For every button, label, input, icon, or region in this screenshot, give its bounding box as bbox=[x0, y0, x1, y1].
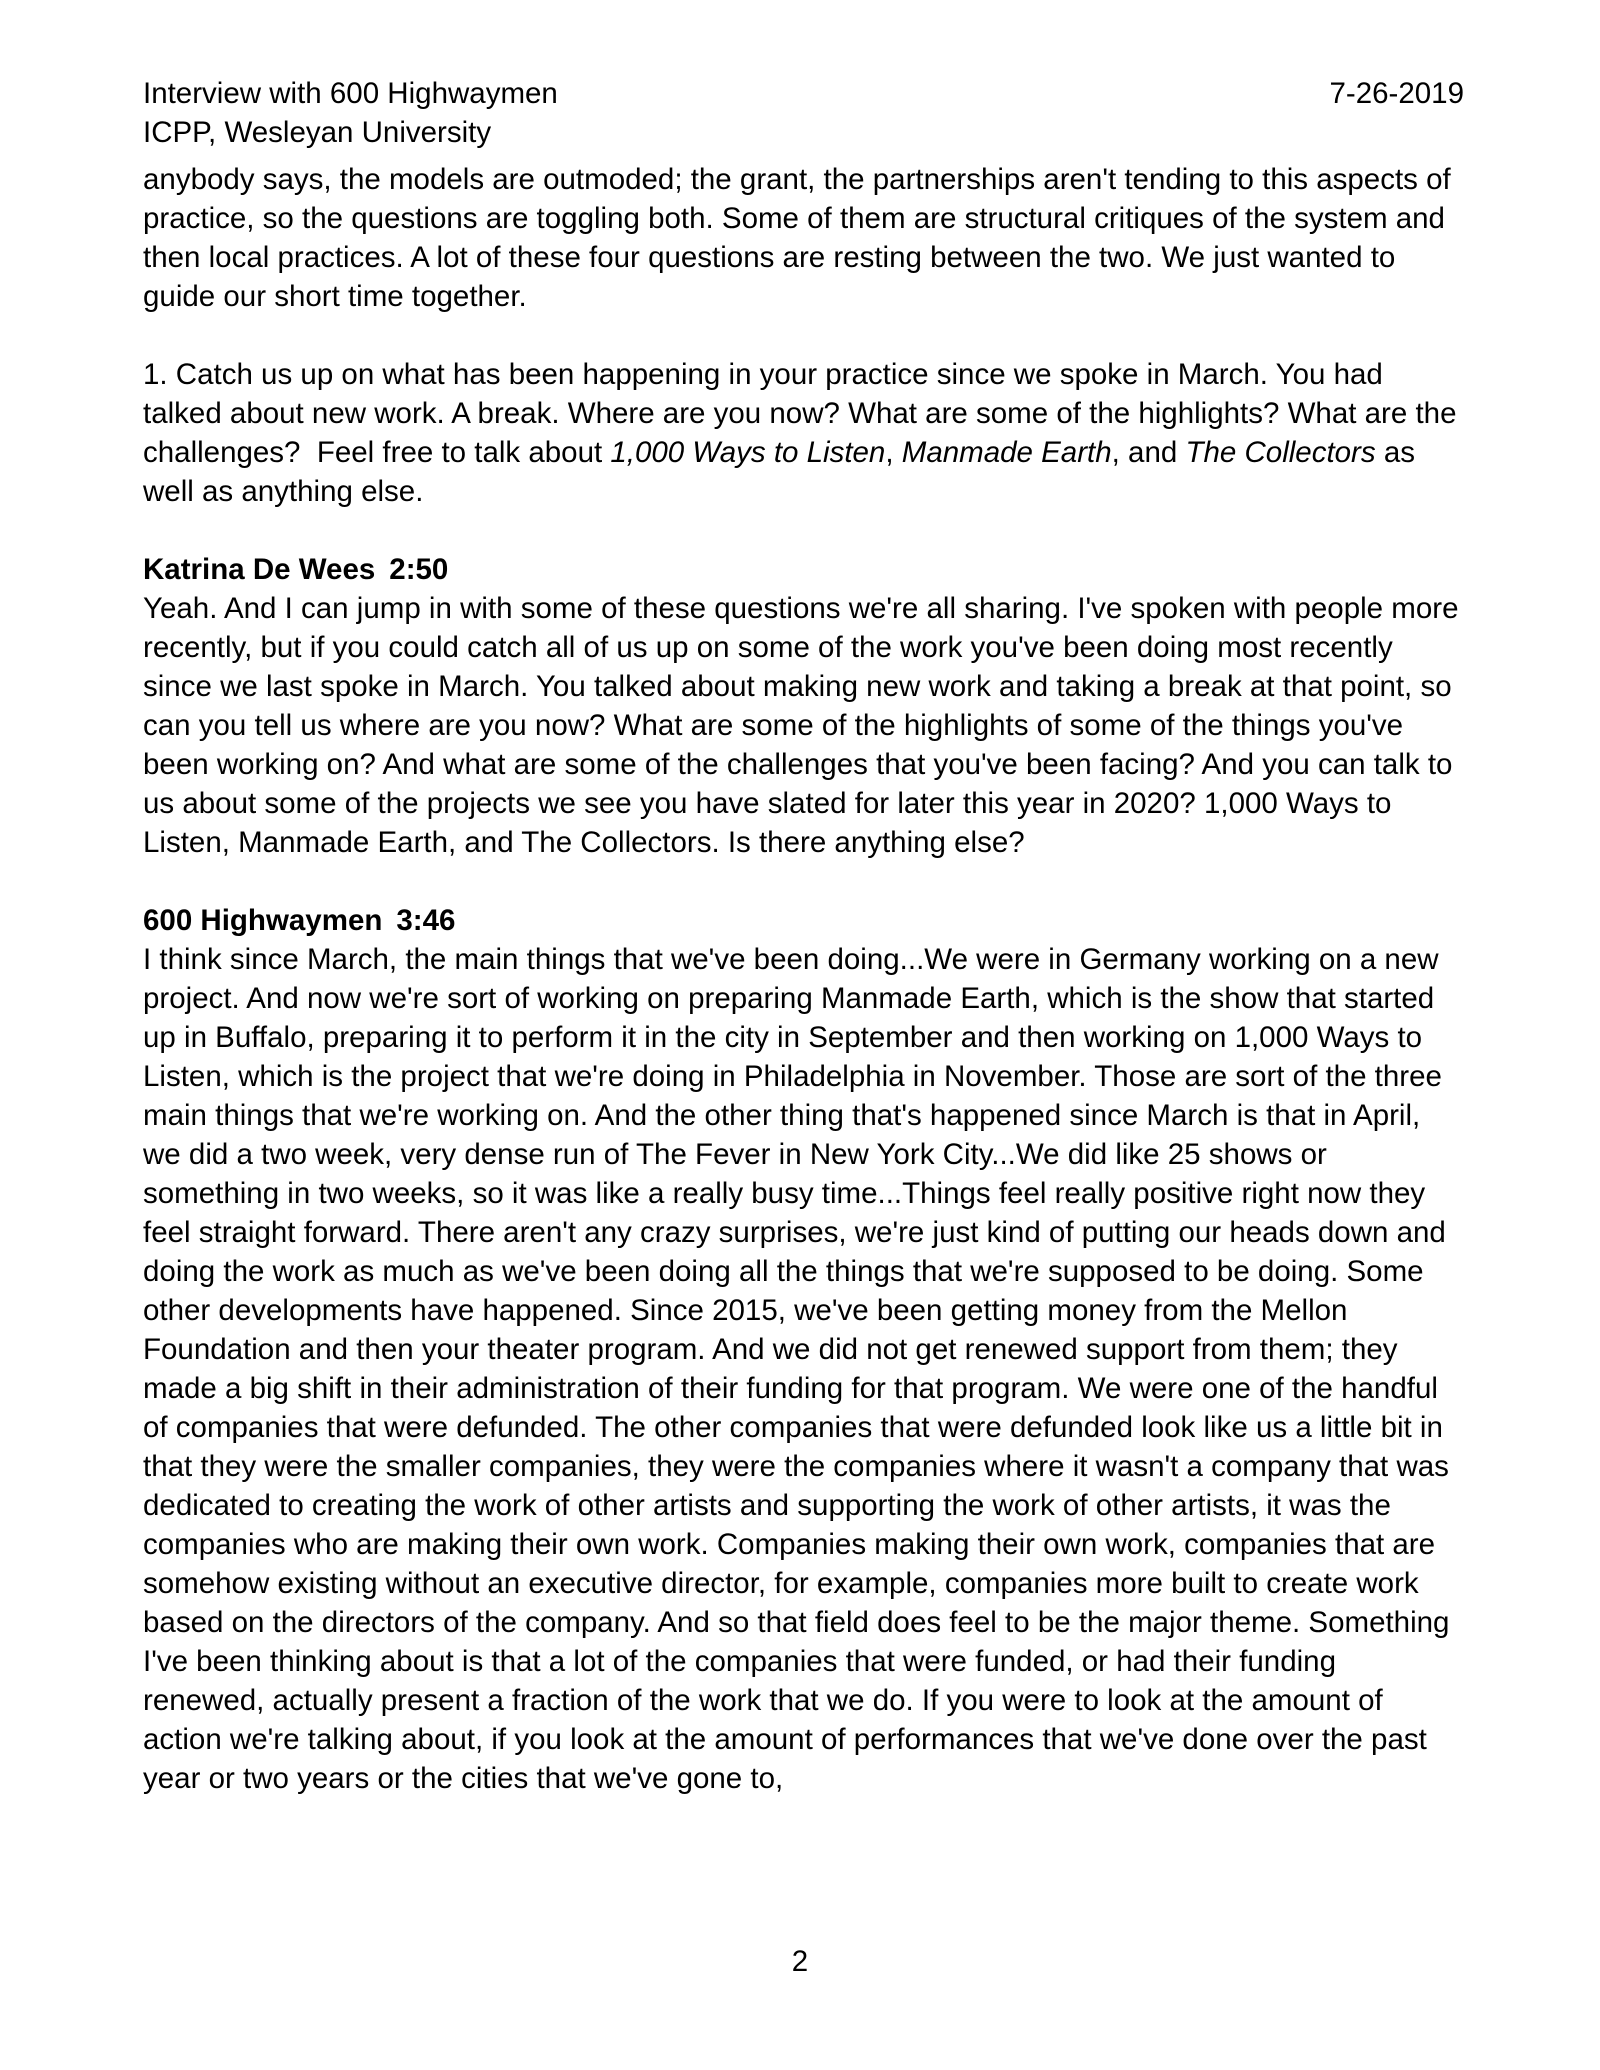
speaker-block-katrina bbox=[143, 550, 1467, 862]
speaker-name: Katrina De Wees bbox=[143, 553, 376, 586]
work-title-the-collectors: The Collectors bbox=[1185, 436, 1376, 469]
question-text: , bbox=[885, 436, 902, 469]
intro-paragraph: anybody says, the models are outmoded; the grant, the partnerships aren't tending to this aspects of practice, so the questions are toggling both. Some of them are structural critiques of the system and then local practices. A lot of these four questions are resting between the two. We just wanted to guide our short time together. bbox=[143, 163, 1459, 313]
header-title: Interview with 600 Highwaymen bbox=[143, 77, 558, 110]
work-title-1000-ways-to-listen: 1,000 Ways to Listen bbox=[610, 436, 886, 469]
question-paragraph bbox=[143, 355, 1464, 511]
speaker-heading bbox=[143, 901, 1464, 940]
speaker-timestamp: 3:46 bbox=[396, 904, 456, 937]
work-title-manmade-earth: Manmade Earth bbox=[901, 436, 1112, 469]
question-text: , and bbox=[1111, 436, 1186, 469]
speaker-heading bbox=[143, 550, 1464, 589]
speaker-block-600-highwaymen bbox=[143, 901, 1464, 1798]
page-number: 2 bbox=[791, 1945, 809, 1978]
speaker-paragraph: I think since March, the main things that we've been doing...We were in Germany working on a new project. And now we're sort of working on preparing Manmade Earth, which is the show that started up in Buffalo, preparing it to perform it in the city in September and then working on 1,000 Ways to Listen, which is the project that we're doing in Philadelphia in November. Those are sort of the three main things that we're working on. And the other thing that's happened since March is that in April, we did a two week, very dense run of The Fever in New York City...We did like 25 shows or something in two weeks, so it was like a really busy time...Things feel really positive right now they feel straight forward. There aren't any crazy surprises, we're just kind of putting our heads down and doing the work as much as we've been doing all the things that we're supposed to be doing. Some other developments have happened. Since 2015, we've been getting money from the Mellon Foundation and then your theater program. And we did not get renewed support from them; they made a big shift in their administration of their funding for that program. We were one of the handful of companies that were defunded. The other companies that were defunded look like us a little bit in that they were the smaller companies, they were the companies where it wasn't a company that was dedicated to creating the work of other artists and supporting the work of other artists, it was the companies who are making their own work. Companies making their own work, companies that are somehow existing without an executive director, for example, companies more built to create work based on the directors of the company. And so that field does feel to be the major theme. Something I've been thinking about is that a lot of the companies that were funded, or had their funding renewed, actually present a fraction of the work that we do. If you were to look at the amount of action we're talking about, if you look at the amount of performances that we've done over the past year or two years or the cities that we've gone to, bbox=[143, 943, 1458, 1795]
speaker-timestamp: 2:50 bbox=[389, 553, 449, 586]
question-text: as well as anything else. bbox=[143, 436, 1424, 508]
question-text: 1. Catch us up on what has been happening in your practice since we spoke in March. You had talked about new work. A break. Where are you now? What are some of the highlights? What are the challenges? Feel free to talk about bbox=[143, 358, 1465, 469]
document-header bbox=[143, 74, 1464, 152]
header-title-block bbox=[143, 74, 558, 152]
speaker-paragraph: Yeah. And I can jump in with some of these questions we're all sharing. I've spoken with people more recently, but if you could catch all of us up on some of the work you've been doing most recently since we last spoke in March. You talked about making new work and taking a break at that point, so can you tell us where are you now? What are some of the highlights of some of the things you've been working on? And what are some of the challenges that you've been facing? And you can talk to us about some of the projects we see you have slated for later this year in 2020? 1,000 Ways to Listen, Manmade Earth, and The Collectors. Is there anything else? bbox=[143, 592, 1467, 859]
speaker-name: 600 Highwaymen bbox=[143, 904, 383, 937]
header-date: 7-26-2019 bbox=[1329, 77, 1464, 110]
header-subtitle: ICPP, Wesleyan University bbox=[143, 116, 492, 149]
